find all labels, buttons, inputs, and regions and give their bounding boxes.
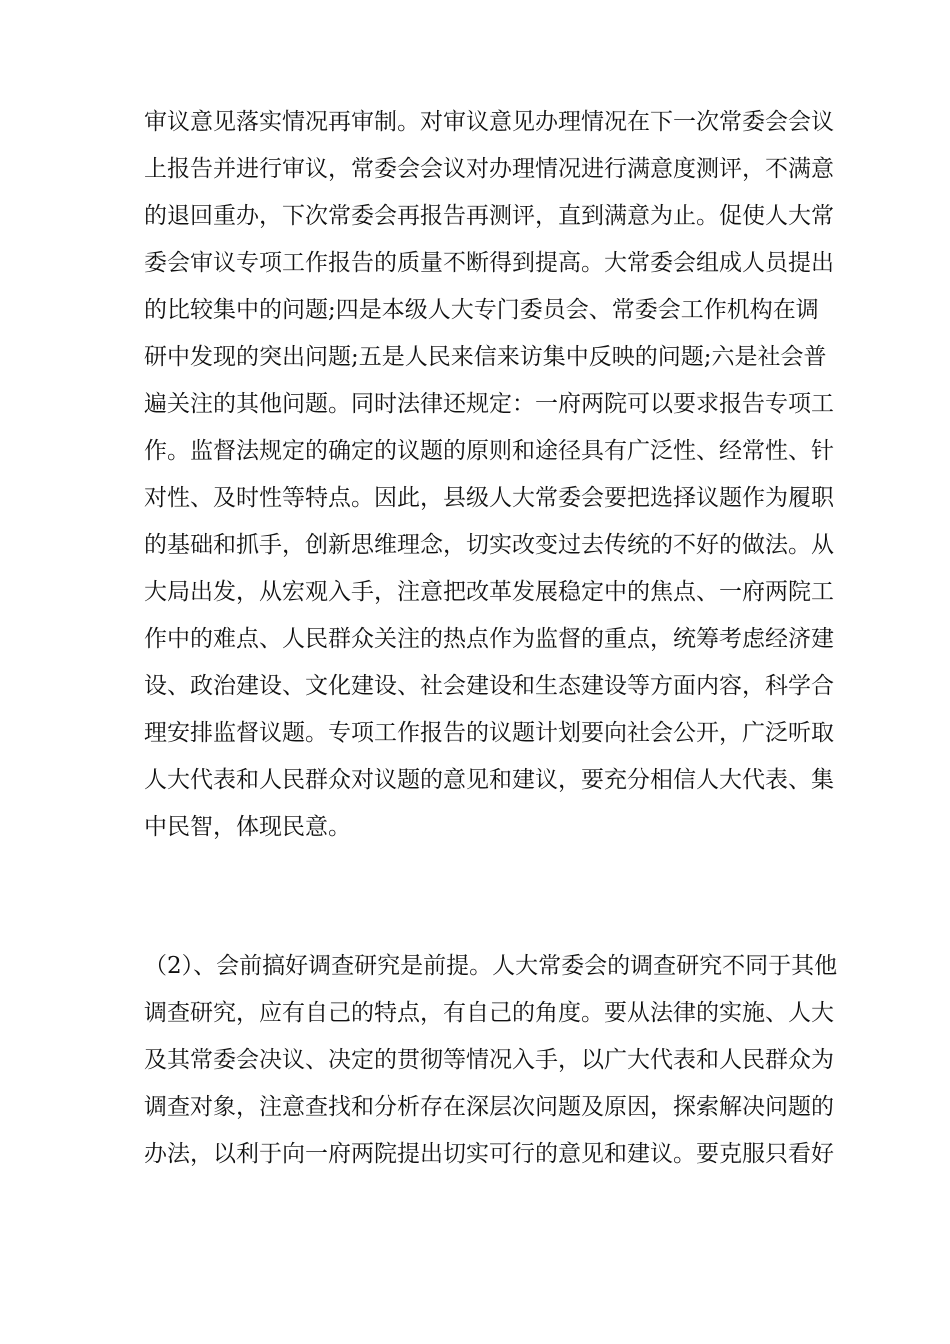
text-line: 遍关注的其他问题。同时法律还规定：一府两院可以要求报告专项工	[144, 391, 834, 417]
text-line: 审议意见落实情况再审制。对审议意见办理情况在下一次常委会会议	[144, 109, 834, 135]
text-line: 人大代表和人民群众对议题的意见和建议，要充分相信人大代表、集	[144, 767, 834, 793]
text-line: 大局出发，从宏观入手，注意把改革发展稳定中的焦点、一府两院工	[144, 579, 834, 605]
text-line: 调查研究，应有自己的特点，有自己的角度。要从法律的实施、人大	[144, 1000, 834, 1026]
text-line: 设、政治建设、文化建设、社会建设和生态建设等方面内容，科学合	[144, 673, 834, 699]
text-line: 上报告并进行审议，常委会会议对办理情况进行满意度测评，不满意	[144, 156, 834, 182]
paragraph-2	[144, 943, 838, 1178]
text-line: 理安排监督议题。专项工作报告的议题计划要向社会公开，广泛听取	[144, 720, 834, 746]
paragraph-1	[144, 99, 834, 851]
text-line: 调查对象，注意查找和分析存在深层次问题及原因，探索解决问题的	[144, 1094, 834, 1120]
text-line: 作。监督法规定的确定的议题的原则和途径具有广泛性、经常性、针	[144, 438, 834, 464]
text-line: 委会审议专项工作报告的质量不断得到提高。大常委会组成人员提出	[144, 250, 834, 276]
text-line: 研中发现的突出问题;五是人民来信来访集中反映的问题;六是社会普	[144, 344, 827, 370]
text-line: 作中的难点、人民群众关注的热点作为监督的重点，统筹考虑经济建	[144, 626, 834, 652]
text-line: 办法，以利于向一府两院提出切实可行的意见和建议。要克服只看好	[144, 1141, 834, 1167]
text-line: 对性、及时性等特点。因此，县级人大常委会要把选择议题作为履职	[144, 485, 834, 511]
text-line: （2）、会前搞好调查研究是前提。人大常委会的调查研究不同于其他	[144, 953, 838, 979]
text-line: 中民智，体现民意。	[144, 814, 351, 840]
text-line: 的基础和抓手，创新思维理念，切实改变过去传统的不好的做法。从	[144, 532, 834, 558]
text-line: 的退回重办，下次常委会再报告再测评，直到满意为止。促使人大常	[144, 203, 834, 229]
text-line: 及其常委会决议、决定的贯彻等情况入手，以广大代表和人民群众为	[144, 1047, 834, 1073]
text-line: 的比较集中的问题;四是本级人大专门委员会、常委会工作机构在调	[144, 297, 819, 323]
